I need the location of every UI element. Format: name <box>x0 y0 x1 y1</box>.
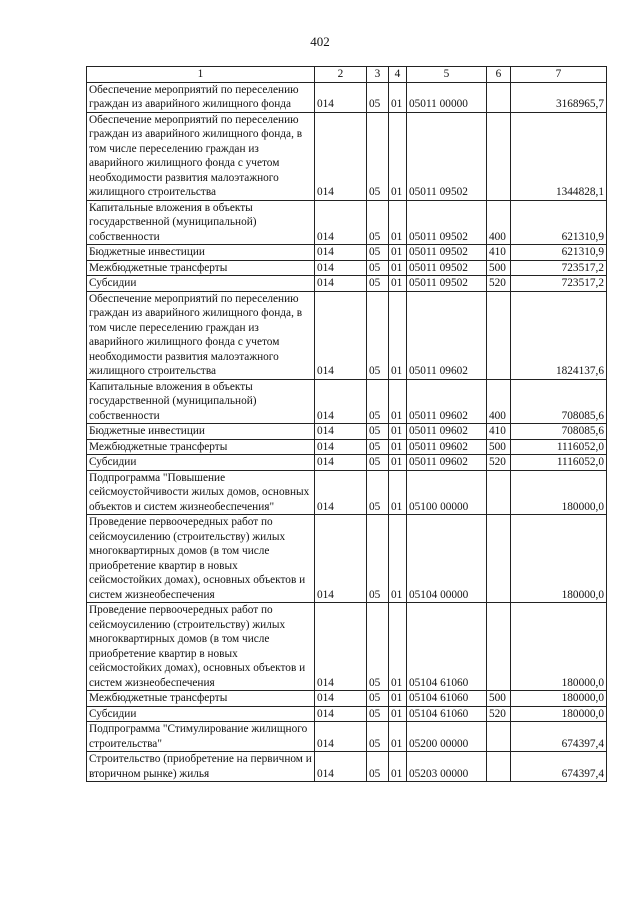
expense-type-code <box>487 515 511 603</box>
subsection-code: 01 <box>389 470 407 515</box>
subsection-code: 01 <box>389 82 407 112</box>
item-name: Межбюджетные трансферты <box>87 260 315 276</box>
amount: 180000,0 <box>511 706 607 722</box>
target-article-code: 05011 09602 <box>407 424 487 440</box>
subsection-code: 01 <box>389 515 407 603</box>
amount: 674397,4 <box>511 722 607 752</box>
header-cell: 1 <box>87 67 315 83</box>
target-article-code: 05011 09602 <box>407 455 487 471</box>
expense-type-code: 400 <box>487 200 511 245</box>
table-row <box>87 424 607 440</box>
target-article-code: 05011 09502 <box>407 260 487 276</box>
item-name: Субсидии <box>87 455 315 471</box>
subsection-code: 01 <box>389 245 407 261</box>
expense-type-code <box>487 752 511 782</box>
target-article-code: 05104 00000 <box>407 515 487 603</box>
item-name: Обеспечение мероприятий по переселению граждан из аварийного жилищного фонда, в том числе переселению граждан из аварийного жилищного фонда с учетом необходимости развития малоэтажного жилищного строительства <box>87 112 315 200</box>
table-row <box>87 291 607 379</box>
target-article-code: 05100 00000 <box>407 470 487 515</box>
item-name: Бюджетные инвестиции <box>87 424 315 440</box>
subsection-code: 01 <box>389 291 407 379</box>
section-code: 05 <box>367 82 389 112</box>
item-name: Обеспечение мероприятий по переселению граждан из аварийного жилищного фонда <box>87 82 315 112</box>
ministry-code: 014 <box>315 291 367 379</box>
section-code: 05 <box>367 603 389 691</box>
table-row <box>87 706 607 722</box>
amount: 180000,0 <box>511 470 607 515</box>
amount: 723517,2 <box>511 260 607 276</box>
expense-type-code: 500 <box>487 691 511 707</box>
section-code: 05 <box>367 260 389 276</box>
section-code: 05 <box>367 276 389 292</box>
target-article-code: 05104 61060 <box>407 603 487 691</box>
header-cell: 3 <box>367 67 389 83</box>
ministry-code: 014 <box>315 379 367 424</box>
ministry-code: 014 <box>315 515 367 603</box>
section-code: 05 <box>367 291 389 379</box>
subsection-code: 01 <box>389 752 407 782</box>
ministry-code: 014 <box>315 82 367 112</box>
table-row <box>87 603 607 691</box>
header-cell: 5 <box>407 67 487 83</box>
expense-type-code <box>487 112 511 200</box>
ministry-code: 014 <box>315 603 367 691</box>
item-name: Капитальные вложения в объекты государственной (муниципальной) собственности <box>87 200 315 245</box>
budget-table <box>86 66 607 782</box>
item-name: Субсидии <box>87 276 315 292</box>
subsection-code: 01 <box>389 706 407 722</box>
item-name: Субсидии <box>87 706 315 722</box>
amount: 708085,6 <box>511 424 607 440</box>
amount: 180000,0 <box>511 515 607 603</box>
section-code: 05 <box>367 245 389 261</box>
amount: 180000,0 <box>511 691 607 707</box>
header-cell: 6 <box>487 67 511 83</box>
expense-type-code: 520 <box>487 455 511 471</box>
section-code: 05 <box>367 200 389 245</box>
table-row <box>87 439 607 455</box>
expense-type-code: 520 <box>487 276 511 292</box>
expense-type-code <box>487 470 511 515</box>
item-name: Межбюджетные трансферты <box>87 691 315 707</box>
header-cell: 4 <box>389 67 407 83</box>
amount: 621310,9 <box>511 245 607 261</box>
section-code: 05 <box>367 722 389 752</box>
subsection-code: 01 <box>389 112 407 200</box>
amount: 1824137,6 <box>511 291 607 379</box>
amount: 1116052,0 <box>511 439 607 455</box>
item-name: Обеспечение мероприятий по переселению граждан из аварийного жилищного фонда, в том числе переселению граждан из аварийного жилищного фонда с учетом необходимости развития малоэтажного жилищного строительства <box>87 291 315 379</box>
section-code: 05 <box>367 752 389 782</box>
ministry-code: 014 <box>315 722 367 752</box>
item-name: Бюджетные инвестиции <box>87 245 315 261</box>
target-article-code: 05104 61060 <box>407 691 487 707</box>
amount: 180000,0 <box>511 603 607 691</box>
section-code: 05 <box>367 691 389 707</box>
target-article-code: 05011 09602 <box>407 439 487 455</box>
amount: 1116052,0 <box>511 455 607 471</box>
section-code: 05 <box>367 706 389 722</box>
subsection-code: 01 <box>389 424 407 440</box>
item-name: Строительство (приобретение на первичном и вторичном рынке) жилья <box>87 752 315 782</box>
expense-type-code <box>487 603 511 691</box>
table-row <box>87 691 607 707</box>
table-row <box>87 112 607 200</box>
ministry-code: 014 <box>315 276 367 292</box>
subsection-code: 01 <box>389 439 407 455</box>
amount: 674397,4 <box>511 752 607 782</box>
section-code: 05 <box>367 455 389 471</box>
target-article-code: 05011 09602 <box>407 379 487 424</box>
subsection-code: 01 <box>389 379 407 424</box>
expense-type-code <box>487 82 511 112</box>
expense-type-code: 500 <box>487 260 511 276</box>
expense-type-code: 410 <box>487 245 511 261</box>
target-article-code: 05203 00000 <box>407 752 487 782</box>
target-article-code: 05200 00000 <box>407 722 487 752</box>
target-article-code: 05011 09502 <box>407 112 487 200</box>
target-article-code: 05104 61060 <box>407 706 487 722</box>
table-row <box>87 200 607 245</box>
section-code: 05 <box>367 379 389 424</box>
ministry-code: 014 <box>315 470 367 515</box>
ministry-code: 014 <box>315 245 367 261</box>
subsection-code: 01 <box>389 722 407 752</box>
target-article-code: 05011 09602 <box>407 291 487 379</box>
item-name: Капитальные вложения в объекты государственной (муниципальной) собственности <box>87 379 315 424</box>
subsection-code: 01 <box>389 455 407 471</box>
table-row <box>87 82 607 112</box>
expense-type-code <box>487 291 511 379</box>
subsection-code: 01 <box>389 603 407 691</box>
amount: 708085,6 <box>511 379 607 424</box>
table-row <box>87 470 607 515</box>
subsection-code: 01 <box>389 260 407 276</box>
amount: 3168965,7 <box>511 82 607 112</box>
target-article-code: 05011 09502 <box>407 276 487 292</box>
table-row <box>87 455 607 471</box>
section-code: 05 <box>367 515 389 603</box>
table-row <box>87 245 607 261</box>
expense-type-code: 400 <box>487 379 511 424</box>
ministry-code: 014 <box>315 439 367 455</box>
ministry-code: 014 <box>315 691 367 707</box>
expense-type-code: 520 <box>487 706 511 722</box>
table-row <box>87 260 607 276</box>
page-number: 402 <box>310 34 330 49</box>
ministry-code: 014 <box>315 200 367 245</box>
table-row <box>87 515 607 603</box>
table-row <box>87 379 607 424</box>
section-code: 05 <box>367 112 389 200</box>
item-name: Межбюджетные трансферты <box>87 439 315 455</box>
ministry-code: 014 <box>315 706 367 722</box>
subsection-code: 01 <box>389 276 407 292</box>
table-row <box>87 276 607 292</box>
item-name: Проведение первоочередных работ по сейсмоусилению (строительству) жилых многоквартирных домов (в том числе приобретение квартир в новых сейсмостойких домах), основных объектов и систем жизнеобеспечения <box>87 603 315 691</box>
header-row <box>87 67 607 83</box>
target-article-code: 05011 09502 <box>407 245 487 261</box>
ministry-code: 014 <box>315 112 367 200</box>
table-row <box>87 752 607 782</box>
item-name: Подпрограмма "Повышение сейсмоустойчивости жилых домов, основных объектов и систем жизнеобеспечения" <box>87 470 315 515</box>
item-name: Подпрограмма "Стимулирование жилищного строительства" <box>87 722 315 752</box>
header-cell: 7 <box>511 67 607 83</box>
amount: 1344828,1 <box>511 112 607 200</box>
ministry-code: 014 <box>315 455 367 471</box>
ministry-code: 014 <box>315 752 367 782</box>
table-row <box>87 722 607 752</box>
section-code: 05 <box>367 470 389 515</box>
table-body <box>87 82 607 782</box>
expense-type-code: 500 <box>487 439 511 455</box>
subsection-code: 01 <box>389 200 407 245</box>
subsection-code: 01 <box>389 691 407 707</box>
expense-type-code: 410 <box>487 424 511 440</box>
item-name: Проведение первоочередных работ по сейсмоусилению (строительству) жилых многоквартирных домов (в том числе приобретение квартир в новых сейсмостойких домах), основных объектов и систем жизнеобеспечения <box>87 515 315 603</box>
amount: 621310,9 <box>511 200 607 245</box>
expense-type-code <box>487 722 511 752</box>
ministry-code: 014 <box>315 260 367 276</box>
amount: 723517,2 <box>511 276 607 292</box>
target-article-code: 05011 00000 <box>407 82 487 112</box>
section-code: 05 <box>367 424 389 440</box>
target-article-code: 05011 09502 <box>407 200 487 245</box>
ministry-code: 014 <box>315 424 367 440</box>
section-code: 05 <box>367 439 389 455</box>
header-cell: 2 <box>315 67 367 83</box>
